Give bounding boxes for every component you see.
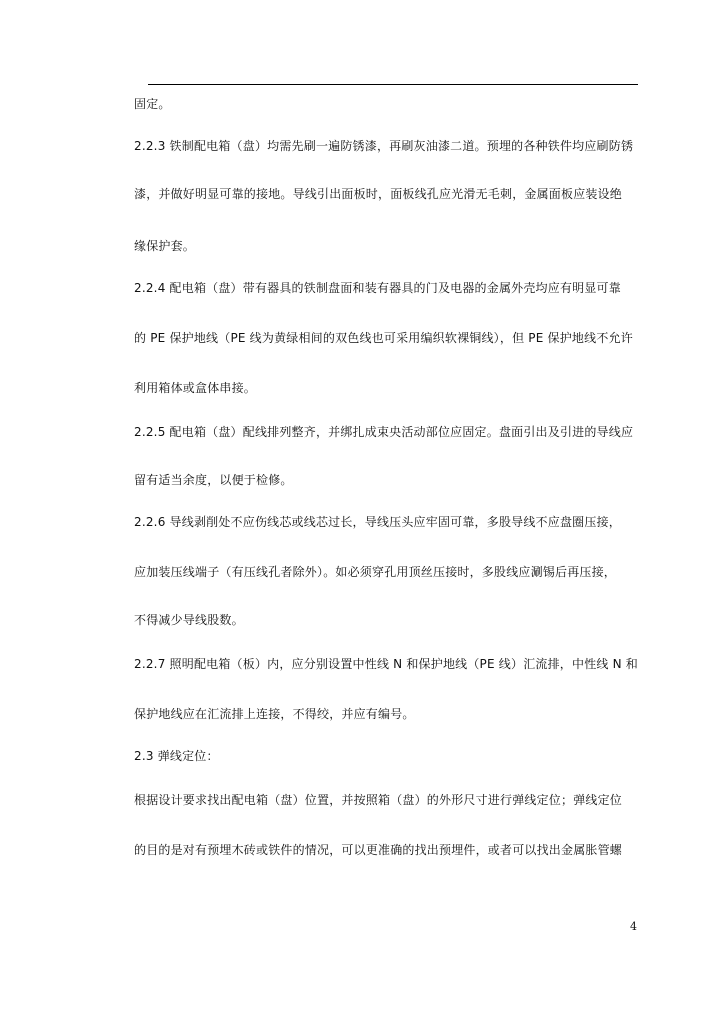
text-line: 2.2.6 导线剥削处不应伤线芯或线芯过长，导线压头应牢固可靠，多股导线不应盘圈压接， xyxy=(134,515,621,529)
text-line: 的目的是对有预埋木砖或铁件的情况，可以更准确的找出预埋件，或者可以找出金属胀管螺 xyxy=(134,843,623,857)
text-line: 2.2.5 配电箱（盘）配线排列整齐，并绑扎成束央活动部位应固定。盘面引出及引进的导线应 xyxy=(134,425,634,439)
text-line: 2.2.3 铁制配电箱（盘）均需先刷一遍防锈漆，再刷灰油漆二道。预埋的各种铁件均应刷防锈 xyxy=(134,139,634,153)
text-line: 根据设计要求找出配电箱（盘）位置，并按照箱（盘）的外形尺寸进行弹线定位；弹线定位 xyxy=(134,793,623,807)
page-number: 4 xyxy=(630,920,637,933)
text-line: 2.2.7 照明配电箱（板）内，应分别设置中性线 N 和保护地线（PE 线）汇流排，中性线 N 和 xyxy=(134,657,638,671)
text-line: 缘保护套。 xyxy=(134,239,196,253)
text-line: 保护地线应在汇流排上连接，不得绞，并应有编号。 xyxy=(134,707,415,721)
text-line: 留有适当余度，以便于检修。 xyxy=(134,473,293,487)
text-line: 的 PE 保护地线（PE 线为黄绿相间的双色线也可采用编织软裸铜线），但 PE 保护地线不允许 xyxy=(134,331,633,345)
text-line: 2.3 弹线定位： xyxy=(134,749,219,763)
text-line: 利用箱体或盒体串接。 xyxy=(134,381,257,395)
text-line: 漆，并做好明显可靠的接地。导线引出面板时，面板线孔应光滑无毛刺，金属面板应装设绝 xyxy=(134,187,623,201)
text-line: 固定。 xyxy=(134,97,171,111)
text-line: 不得减少导线股数。 xyxy=(134,613,244,627)
text-line: 2.2.4 配电箱（盘）带有器具的铁制盘面和装有器具的门及电器的金属外壳均应有明显可靠 xyxy=(134,281,621,295)
text-line: 应加装压线端子（有压线孔者除外）。如必须穿孔用顶丝压接时，多股线应涮锡后再压接， xyxy=(134,565,617,579)
header-rule xyxy=(148,84,638,85)
